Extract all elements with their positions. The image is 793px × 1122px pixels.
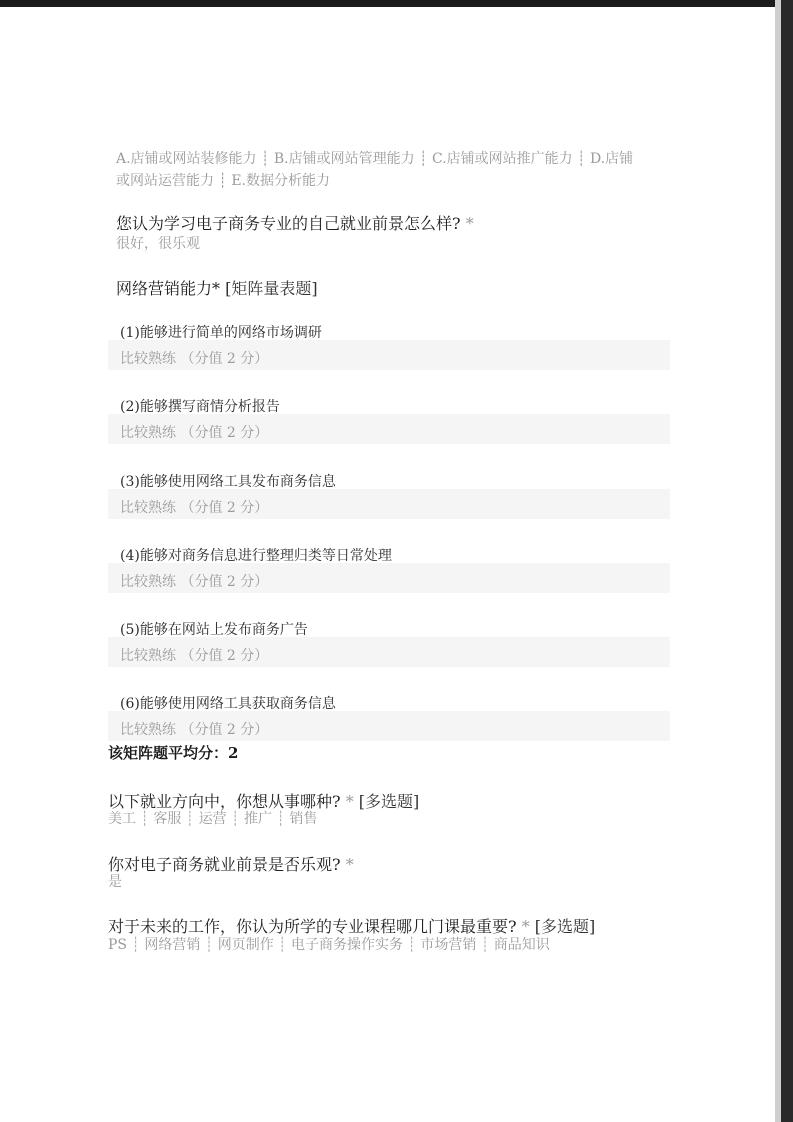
matrix-item bbox=[108, 545, 670, 599]
optimistic-question bbox=[108, 852, 354, 875]
option: 电子商务操作实务 bbox=[291, 937, 404, 953]
required-marker: * bbox=[465, 214, 474, 233]
option: 市场营销 bbox=[420, 937, 477, 953]
matrix-item bbox=[108, 396, 670, 450]
matrix-item-label: (3)能够使用网络工具发布商务信息 bbox=[120, 474, 336, 490]
matrix-average-score: 该矩阵题平均分：2 bbox=[108, 744, 239, 762]
matrix-item bbox=[108, 619, 670, 673]
skills-answer bbox=[116, 148, 676, 192]
required-marker: * bbox=[345, 855, 354, 874]
option-separator: ┊ bbox=[231, 811, 240, 827]
matrix-item bbox=[108, 322, 670, 376]
matrix-item-value: 比较熟练 （分值 2 分） bbox=[120, 648, 269, 664]
required-marker: * bbox=[521, 917, 530, 936]
option-separator: ┊ bbox=[480, 937, 490, 953]
skills-answer-line1: A.店铺或网站装修能力 ┊ B.店铺或网站管理能力 ┊ C.店铺或网站推广能力 ┊ D.店铺 bbox=[116, 151, 634, 167]
courses-question-text: 对于未来的工作，你认为所学的专业课程哪几门课最重要? bbox=[108, 917, 517, 936]
matrix-item-value: 比较熟练 （分值 2 分） bbox=[120, 722, 269, 738]
option-separator: ┊ bbox=[278, 937, 287, 953]
option: PS bbox=[108, 937, 128, 953]
matrix-item-label: (2)能够撰写商情分析报告 bbox=[120, 399, 280, 415]
matrix-item bbox=[108, 693, 670, 747]
matrix-item-label: (5)能够在网站上发布商务广告 bbox=[120, 622, 308, 638]
prospect-answer: 很好，很乐观 bbox=[116, 236, 200, 252]
option: 客服 bbox=[153, 811, 182, 827]
matrix-item-value: 比较熟练 （分值 2 分） bbox=[120, 425, 269, 441]
option: 销售 bbox=[289, 811, 318, 827]
option-separator: ┊ bbox=[276, 811, 285, 827]
direction-options bbox=[108, 808, 317, 830]
optimistic-question-text: 你对电子商务就业前景是否乐观? bbox=[108, 855, 341, 874]
direction-question-text: 以下就业方向中，你想从事哪种? bbox=[108, 792, 341, 811]
matrix-question-title: 网络营销能力* bbox=[116, 279, 221, 298]
option: 美工 bbox=[108, 811, 136, 827]
prospect-question-text: 您认为学习电子商务专业的自己就业前景怎么样? bbox=[116, 214, 461, 233]
option: 推广 bbox=[244, 811, 273, 827]
matrix-item bbox=[108, 471, 670, 525]
option: 商品知识 bbox=[493, 937, 550, 953]
courses-question-tag: [多选题] bbox=[534, 917, 596, 936]
option-separator: ┊ bbox=[204, 937, 214, 953]
matrix-item-value: 比较熟练 （分值 2 分） bbox=[120, 351, 269, 367]
option-separator: ┊ bbox=[131, 937, 140, 953]
prospect-question bbox=[116, 211, 474, 234]
option: 网页制作 bbox=[217, 937, 274, 953]
matrix-item-value: 比较熟练 （分值 2 分） bbox=[120, 574, 269, 590]
matrix-item-label: (1)能够进行简单的网络市场调研 bbox=[120, 325, 322, 341]
option-separator: ┊ bbox=[185, 811, 195, 827]
matrix-question bbox=[116, 276, 318, 299]
direction-question-tag: [多选题] bbox=[358, 792, 420, 811]
courses-options bbox=[108, 934, 550, 956]
option-separator: ┊ bbox=[140, 811, 149, 827]
required-marker: * bbox=[345, 792, 354, 811]
option-separator: ┊ bbox=[407, 937, 416, 953]
optimistic-answer: 是 bbox=[108, 874, 122, 890]
scan-right-edge bbox=[781, 0, 793, 1122]
option: 网络营销 bbox=[144, 937, 201, 953]
matrix-item-label: (6)能够使用网络工具获取商务信息 bbox=[120, 696, 336, 712]
matrix-item-label: (4)能够对商务信息进行整理归类等日常处理 bbox=[120, 548, 392, 564]
matrix-item-value: 比较熟练 （分值 2 分） bbox=[120, 500, 269, 516]
skills-answer-line2: 或网站运营能力 ┊ E.数据分析能力 bbox=[116, 173, 330, 189]
matrix-question-tag: [矩阵量表题] bbox=[225, 279, 318, 298]
option: 运营 bbox=[198, 811, 227, 827]
